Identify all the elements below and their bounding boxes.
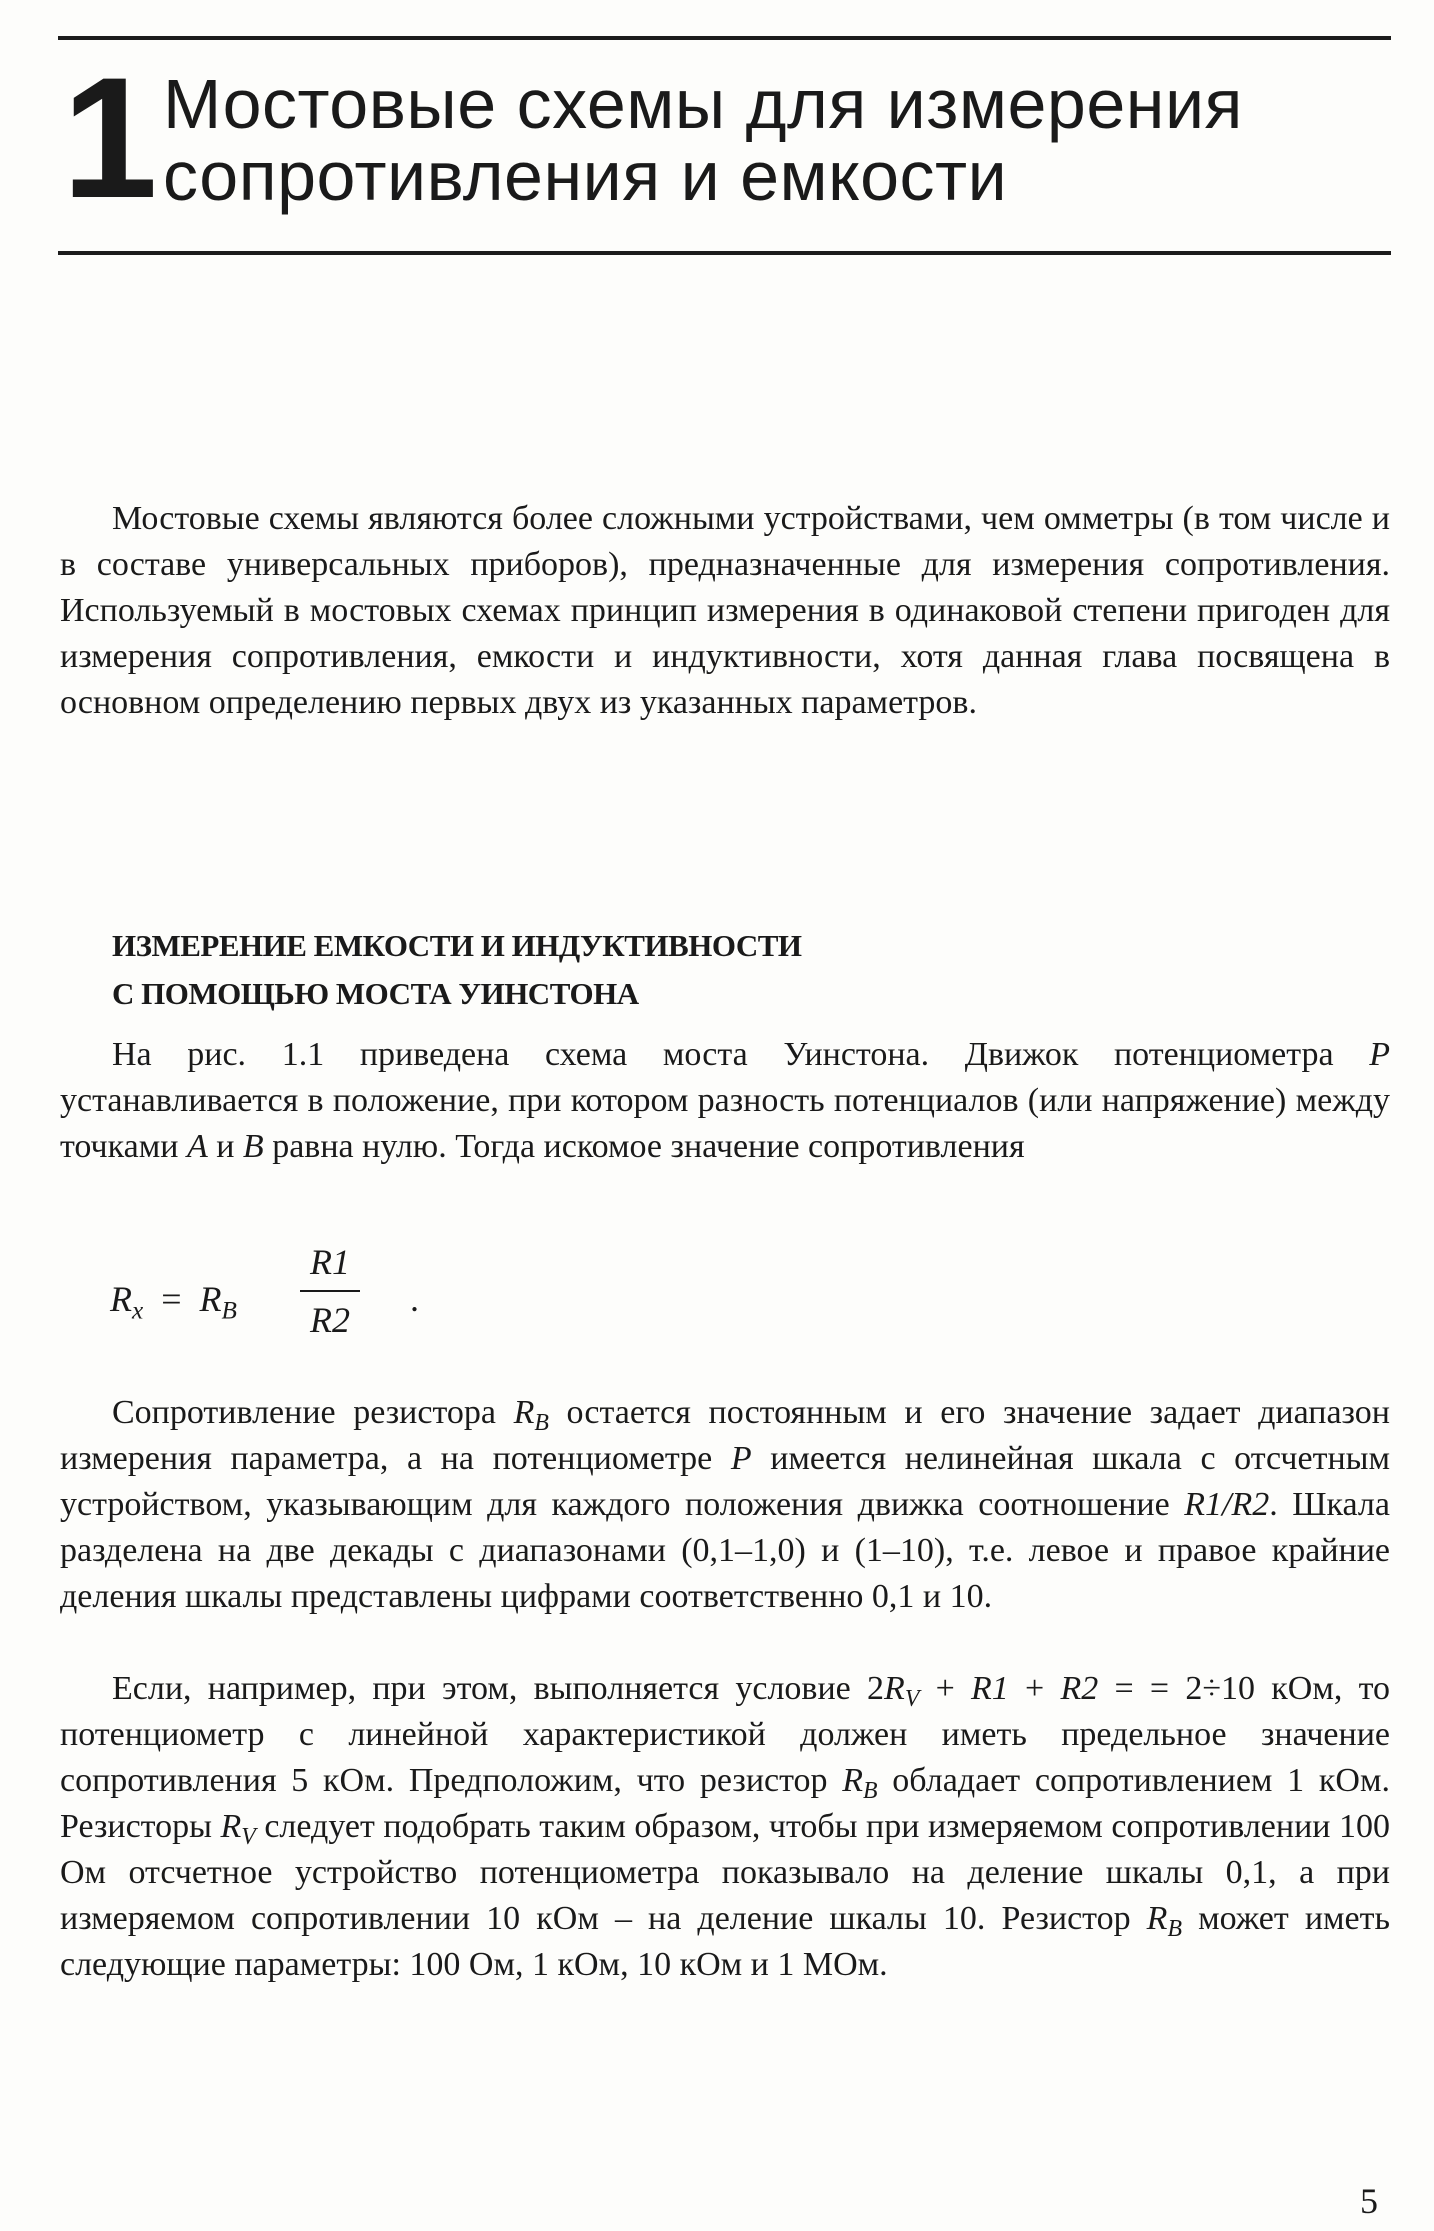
bottom-rule bbox=[58, 251, 1391, 255]
subscript-V: V bbox=[904, 1686, 920, 1713]
text-run: имеется нелинейная шкала с отсчетным устройством, указывающим для каждого положения движка соотношение bbox=[60, 1440, 1391, 1523]
top-rule bbox=[58, 36, 1391, 40]
section-heading-line-2: С ПОМОЩЬЮ МОСТА УИНСТОНА bbox=[112, 976, 639, 1011]
symbol-R1: R1 bbox=[971, 1670, 1009, 1707]
formula-fraction bbox=[300, 1240, 360, 1342]
symbol-R: R bbox=[513, 1394, 535, 1431]
formula-numerator: R1 bbox=[310, 1242, 350, 1282]
section-heading-line-1: ИЗМЕРЕНИЕ ЕМКОСТИ И ИНДУКТИВНОСТИ bbox=[112, 928, 802, 963]
text-run: Если, например, при этом, выполняется условие 2 bbox=[112, 1670, 885, 1707]
symbol-P: P bbox=[730, 1440, 752, 1477]
symbol-P: P bbox=[1369, 1036, 1390, 1073]
chapter-title-line-1: Мостовые схемы для измерения bbox=[163, 65, 1243, 143]
symbol-R2: R2 bbox=[1060, 1670, 1099, 1707]
fraction-bar bbox=[300, 1290, 360, 1292]
chapter-title bbox=[163, 65, 1373, 215]
text-run: может иметь следующие параметры: 100 Ом, 1 кОм, 10 кОм и 1 МОм. bbox=[60, 1900, 1391, 1983]
symbol-R: R bbox=[842, 1762, 864, 1799]
text-run: устанавливается в положение, при котором разность потенциалов (или напряжение) между точками bbox=[60, 1082, 1390, 1165]
formula-sub-B: B bbox=[221, 1297, 237, 1325]
text-run: Сопротивление резистора bbox=[112, 1394, 514, 1431]
formula-symbol-R: R bbox=[199, 1279, 222, 1319]
chapter-number: 1 bbox=[62, 42, 154, 234]
text-run: остается постоянным и его значение задает диапазон измерения параметра, а на потенциометре bbox=[60, 1394, 1390, 1477]
symbol-R: R bbox=[220, 1808, 242, 1845]
intro-paragraph: Мостовые схемы являются более сложными устройствами, чем омметры (в том числе и в составе универсальных приборов), предназначенные для измерения сопротивления. Используемый в мостовых схемах принцип измерения в одинаковой степени пригоден для измерения сопротивления, емкости и индуктивности, хотя данная глава посвящена в основном определению первых двух из указанных параметров. bbox=[60, 500, 1390, 721]
section-heading bbox=[112, 922, 802, 1018]
text-run: равна нулю. Тогда искомое значение сопротивления bbox=[263, 1128, 1025, 1165]
paragraph-resistor-rb bbox=[60, 1390, 1390, 1620]
subscript-B: B bbox=[1167, 1916, 1182, 1943]
symbol-R: R bbox=[884, 1670, 905, 1707]
text-run: . Шкала разделена на две декады с диапазонами (0,1–1,0) и (1–10), т.е. левое и правое крайние деления шкалы представлены цифрами соответственно 0,1 и 10. bbox=[60, 1486, 1390, 1615]
page-number: 5 bbox=[1360, 2181, 1378, 2221]
text-run: = = 2÷10 кОм, то потенциометр с линейной характеристикой должен иметь предельное значение сопротивления 5 кОм. Предположим, что резистор bbox=[60, 1670, 1390, 1799]
text-run: обладает сопротивлением 1 кОм. Резисторы bbox=[60, 1762, 1390, 1845]
formula-denominator: R2 bbox=[310, 1300, 350, 1340]
text-run: + bbox=[919, 1670, 972, 1707]
text-run: + bbox=[1008, 1670, 1061, 1707]
paragraph-example bbox=[60, 1666, 1390, 1988]
text-run: и bbox=[207, 1128, 243, 1165]
text-run: следует подобрать таким образом, чтобы при измеряемом сопротивлении 100 Ом отсчетное устройство потенциометра показывало на деление шкалы 0,1, а при измеряемом сопротивлении 10 кОм – на деление шкалы 10. Резистор bbox=[60, 1808, 1390, 1937]
formula-sub-x: x bbox=[132, 1297, 144, 1325]
formula-symbol-R: R bbox=[110, 1279, 132, 1319]
subscript-V: V bbox=[241, 1824, 256, 1851]
symbol-R: R bbox=[1146, 1900, 1168, 1937]
symbol-ratio: R1/R2 bbox=[1184, 1486, 1270, 1523]
subscript-B: B bbox=[863, 1778, 878, 1805]
subscript-B: B bbox=[534, 1410, 549, 1437]
formula-period: . bbox=[410, 1279, 419, 1319]
paragraph-wheatstone bbox=[60, 1032, 1390, 1170]
symbol-B: B bbox=[242, 1128, 264, 1165]
symbol-A: A bbox=[186, 1128, 208, 1165]
formula-equals: = bbox=[161, 1279, 182, 1319]
chapter-title-line-2: сопротивления и емкости bbox=[163, 137, 1008, 215]
text-run: На рис. 1.1 приведена схема моста Уинстона. Движок потенциометра bbox=[112, 1036, 1370, 1073]
formula-lhs bbox=[110, 1278, 237, 1325]
